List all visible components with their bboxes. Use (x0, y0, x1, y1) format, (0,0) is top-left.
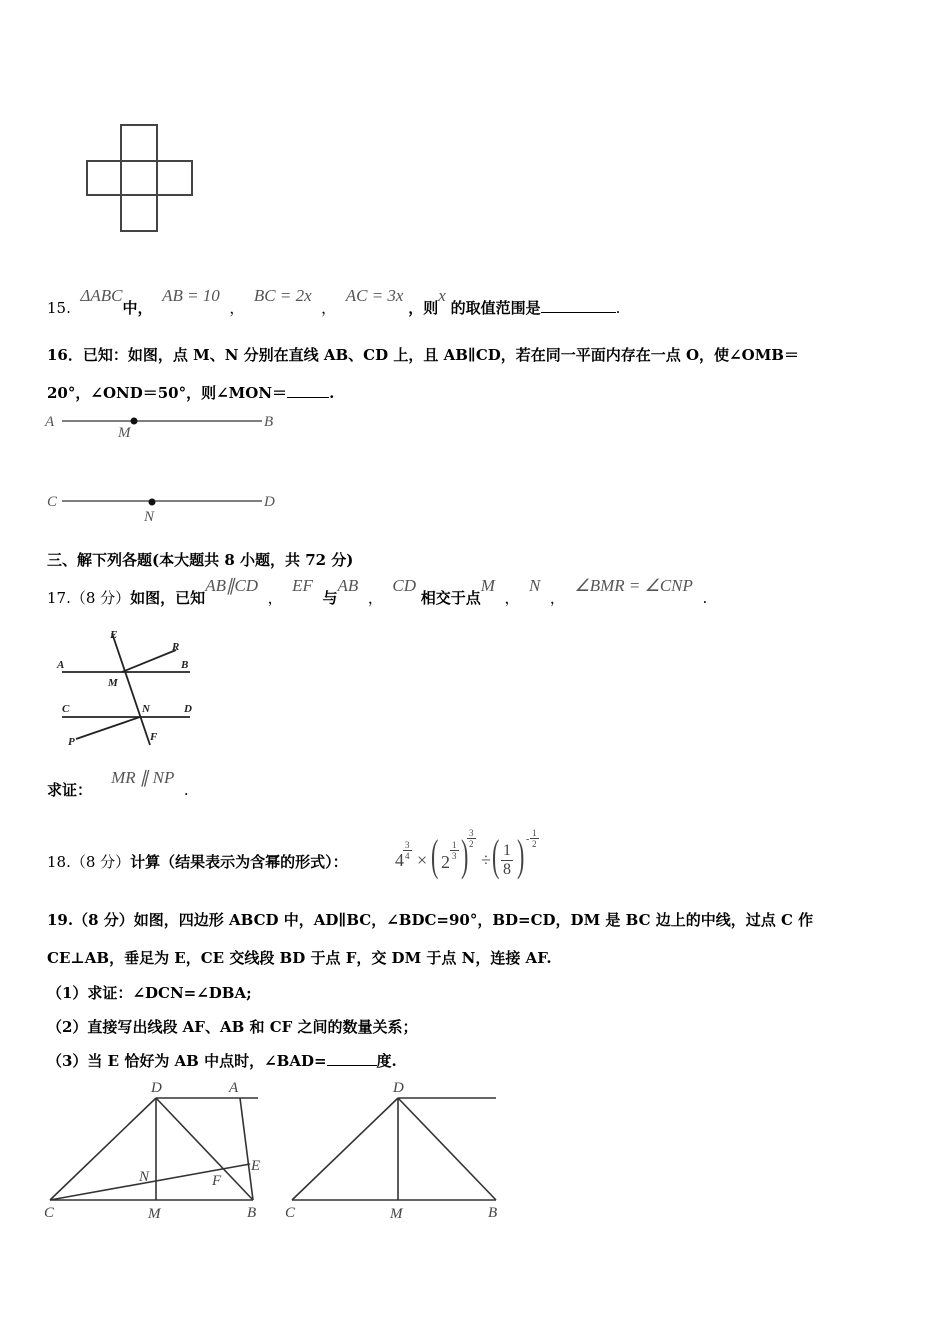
svg-text:N: N (139, 1169, 150, 1185)
svg-text:B: B (247, 1205, 257, 1221)
svg-text:E: E (251, 1158, 261, 1174)
q18-expression: 4 $\frac{3}{4}$ × ( 2 $\frac{1}{3}$ ) $\frac{3}{2}$ ÷ ( $\frac{1}{8}$ ) - $\frac{1}{2}$ (395, 828, 537, 880)
svg-text:A: A (229, 1080, 239, 1096)
svg-text:B: B (264, 414, 274, 430)
svg-text:C: C (285, 1205, 296, 1221)
svg-text:B: B (488, 1205, 498, 1221)
svg-text:A: A (57, 659, 65, 671)
q17: 17.（8 分）如图，已知AB∥CD ， EF 与AB ， CD 相交于点M ， N ， ∠BMR = ∠CNP . (47, 576, 708, 607)
svg-text:D: D (264, 494, 275, 510)
q17-prove: 求证： MR ∥ NP . (47, 768, 189, 799)
svg-text:C: C (44, 1205, 55, 1221)
q17-transversal-figure (50, 625, 220, 755)
q19-quadrilateral-figure (40, 1075, 270, 1225)
q16-parallel-lines-figure (40, 405, 300, 530)
svg-text:C: C (62, 703, 70, 715)
q18: 18.（8 分）计算（结果表示为含幂的形式）： (47, 853, 348, 871)
q19-part2: （2）直接写出线段 AF、AB 和 CF 之间的数量关系； (47, 1018, 418, 1036)
svg-text:D: D (393, 1080, 404, 1096)
q16-line2: 20°，∠OND＝50°，则∠MON＝ . (47, 384, 335, 402)
svg-text:B: B (181, 659, 189, 671)
svg-text:C: C (47, 494, 58, 510)
q16-line1: 16．已知：如图，点 M、N 分别在直线 AB、CD 上，且 AB∥CD，若在同一平面内存在一点 O，使∠OMB＝ (47, 346, 799, 364)
svg-text:M: M (108, 677, 118, 689)
svg-text:E: E (110, 629, 118, 641)
svg-text:F: F (150, 731, 158, 743)
svg-text:N: N (144, 509, 155, 525)
svg-text:N: N (142, 703, 150, 715)
svg-text:A: A (45, 414, 55, 430)
q19-line2: CE⊥AB，垂足为 E，CE 交线段 BD 于点 F，交 DM 于点 N，连接 AF. (47, 949, 552, 967)
svg-text:R: R (172, 641, 180, 653)
q19-part3: （3）当 E 恰好为 AB 中点时，∠BAD= 度. (47, 1052, 397, 1070)
svg-text:M: M (118, 425, 131, 441)
svg-text:D: D (151, 1080, 162, 1096)
cross-net-figure (80, 118, 200, 238)
svg-text:M: M (390, 1206, 403, 1222)
svg-text:M: M (148, 1206, 161, 1222)
q19-part1: （1）求证：∠DCN=∠DBA; (47, 984, 252, 1002)
svg-text:F: F (212, 1173, 222, 1189)
q19-triangle-figure (280, 1075, 510, 1225)
svg-text:D: D (184, 703, 192, 715)
q15: 15. ΔABC中， AB = 10 ， BC = 2x ， AC = 3x ，则x 的取值范围是 . (47, 286, 621, 317)
q19-line1: 19.（8 分）如图，四边形 ABCD 中，AD∥BC，∠BDC=90°，BD=CD，DM 是 BC 边上的中线，过点 C 作 (47, 911, 814, 929)
section-3-heading: 三、解下列各题(本大题共 8 小题，共 72 分) (47, 551, 354, 569)
svg-text:P: P (68, 736, 75, 748)
